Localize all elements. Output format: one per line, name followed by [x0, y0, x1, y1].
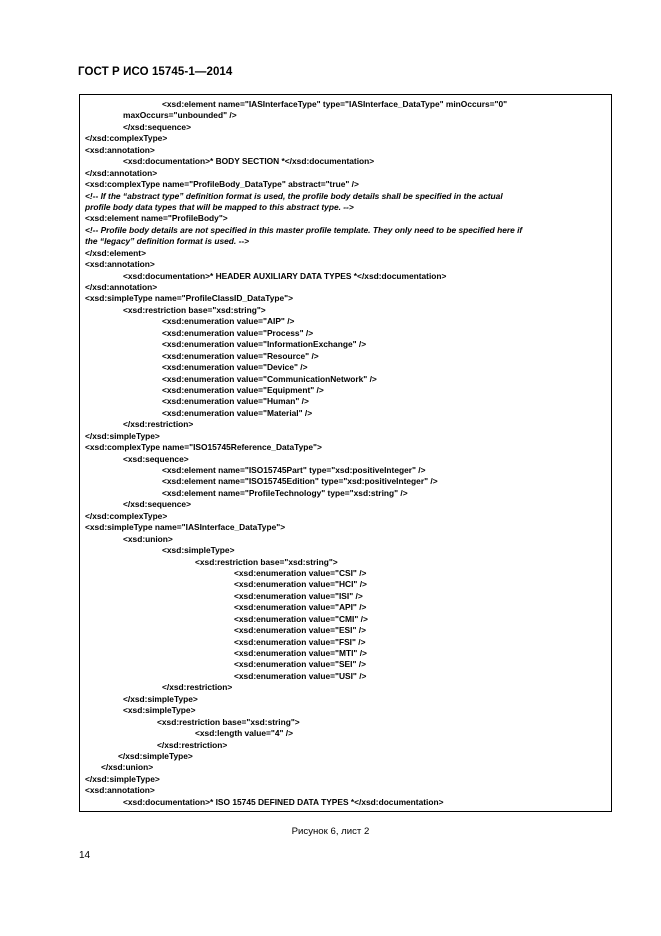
xsd-code-line: <xsd:enumeration value="FSI" />	[234, 636, 366, 647]
xsd-code-line: <xsd:enumeration value="ISI" />	[234, 590, 363, 601]
xsd-code-line: <xsd:length value="4" />	[195, 728, 294, 739]
xsd-code-line: <xsd:enumeration value="Device" />	[162, 362, 308, 373]
xsd-code-line: <xsd:enumeration value="Process" />	[162, 327, 314, 338]
xsd-code-line: <xsd:enumeration value="Resource" />	[162, 350, 319, 361]
xsd-code-line: </xsd:simpleType>	[85, 773, 160, 784]
figure-caption: Рисунок 6, лист 2	[291, 826, 370, 837]
xsd-code-line: <xsd:enumeration value="API" />	[234, 602, 367, 613]
xsd-code-line: </xsd:simpleType>	[123, 693, 198, 704]
xsd-code-line: <xsd:enumeration value="MTI" />	[234, 648, 367, 658]
xsd-code-line: </xsd:complexType>	[85, 133, 168, 144]
xsd-code-line: </xsd:annotation>	[85, 282, 158, 292]
xsd-code-line: <xsd:sequence>	[123, 453, 189, 464]
xsd-comment-line: the “legacy” definition format is used. -->	[85, 236, 250, 247]
xsd-code-line: <xsd:simpleType name="ProfileClassID_DataType">	[85, 293, 294, 304]
document-header	[78, 66, 232, 78]
xsd-code-line: <xsd:complexType name="ProfileBody_DataType" abstract="true" />	[85, 179, 359, 190]
xsd-comment-line: profile body data types that will be mapped to this abstract type. -->	[85, 201, 354, 212]
xsd-code-line: <xsd:documentation>* BODY SECTION *</xsd:documentation>	[123, 156, 375, 167]
xsd-code-line: <xsd:annotation>	[85, 259, 155, 270]
xsd-code-line: <xsd:element name="ISO15745Part" type="xsd:positiveInteger" />	[162, 465, 426, 475]
xsd-code-line: </xsd:union>	[101, 762, 154, 773]
xsd-code-line: </xsd:restriction>	[162, 682, 233, 693]
xsd-code-line: </xsd:sequence>	[123, 121, 191, 132]
xsd-code-line: <xsd:simpleType>	[162, 545, 235, 556]
xsd-code-line: <xsd:element name="ProfileBody">	[85, 213, 228, 224]
xsd-code-line: </xsd:restriction>	[157, 739, 228, 750]
xsd-code-line: <xsd:element name="ProfileTechnology" type="xsd:string" />	[162, 487, 408, 498]
xsd-code-line: <xsd:enumeration value="Material" />	[162, 407, 313, 418]
xsd-code-line: <xsd:simpleType>	[123, 705, 196, 716]
xsd-code-line: <xsd:enumeration value="CSI" />	[234, 567, 367, 578]
xsd-code-line: </xsd:simpleType>	[85, 430, 160, 441]
xsd-code-line: </xsd:complexType>	[85, 510, 168, 521]
xsd-code-listing	[79, 94, 612, 812]
xsd-code-line: <xsd:enumeration value="CommunicationNetwork" />	[162, 373, 377, 384]
xsd-code-line: <xsd:enumeration value="HCI" />	[234, 579, 367, 590]
xsd-code-line: <xsd:enumeration value="InformationExchange" />	[162, 339, 367, 350]
xsd-code-line: <xsd:enumeration value="CMI" />	[234, 613, 368, 624]
xsd-code-line: <xsd:enumeration value="USI" />	[234, 670, 367, 681]
xsd-code-line: </xsd:element>	[85, 247, 146, 258]
xsd-code-line: maxOccurs="unbounded" />	[123, 110, 237, 121]
xsd-code-line: <xsd:enumeration value="Equipment" />	[162, 384, 324, 395]
standard-title: ГОСТ Р ИСО 15745-1—2014	[78, 66, 233, 78]
xsd-code-line: <xsd:enumeration value="Human" />	[162, 396, 309, 407]
xsd-code-line: </xsd:simpleType>	[118, 750, 193, 761]
xsd-code-line: <xsd:union>	[123, 533, 173, 544]
xsd-code-line: <xsd:enumeration value="SEI" />	[234, 659, 366, 670]
xsd-code-line: <xsd:annotation>	[85, 144, 155, 155]
page-number: 14	[79, 850, 91, 861]
xsd-code-line: <xsd:element name="ISO15745Edition" type="xsd:positiveInteger" />	[162, 476, 438, 487]
xsd-code-line: <xsd:documentation>* ISO 15745 DEFINED DATA TYPES *</xsd:documentation>	[123, 796, 444, 807]
xsd-code-line: <xsd:enumeration value="ESI" />	[234, 625, 366, 636]
xsd-code-line: </xsd:sequence>	[123, 499, 191, 510]
xsd-code-line: <xsd:restriction base="xsd:string">	[195, 556, 338, 567]
xsd-code-line: <xsd:restriction base="xsd:string">	[157, 716, 300, 727]
xsd-code-line: <xsd:annotation>	[85, 785, 155, 796]
xsd-code-line: </xsd:restriction>	[123, 419, 194, 430]
xsd-code-line: <xsd:enumeration value="AIP" />	[162, 316, 295, 327]
xsd-comment-line: <!-- If the “abstract type” definition format is used, the profile body details shall be specified in the actual	[85, 190, 503, 201]
xsd-code-line: <xsd:element name="IASInterfaceType" type="IASInterface_DataType" minOccurs="0"	[162, 99, 508, 109]
xsd-code-line: <xsd:restriction base="xsd:string">	[123, 304, 266, 315]
xsd-comment-line: <!-- Profile body details are not specified in this master profile template. They only need to be specified here if	[85, 224, 523, 235]
xsd-code-line: <xsd:documentation>* HEADER AUXILIARY DATA TYPES *</xsd:documentation>	[123, 270, 447, 281]
xsd-code-line: <xsd:simpleType name="IASInterface_DataType">	[85, 522, 286, 533]
xsd-code-line: </xsd:annotation>	[85, 167, 158, 178]
xsd-code-line: <xsd:complexType name="ISO15745Reference_DataType">	[85, 442, 322, 453]
